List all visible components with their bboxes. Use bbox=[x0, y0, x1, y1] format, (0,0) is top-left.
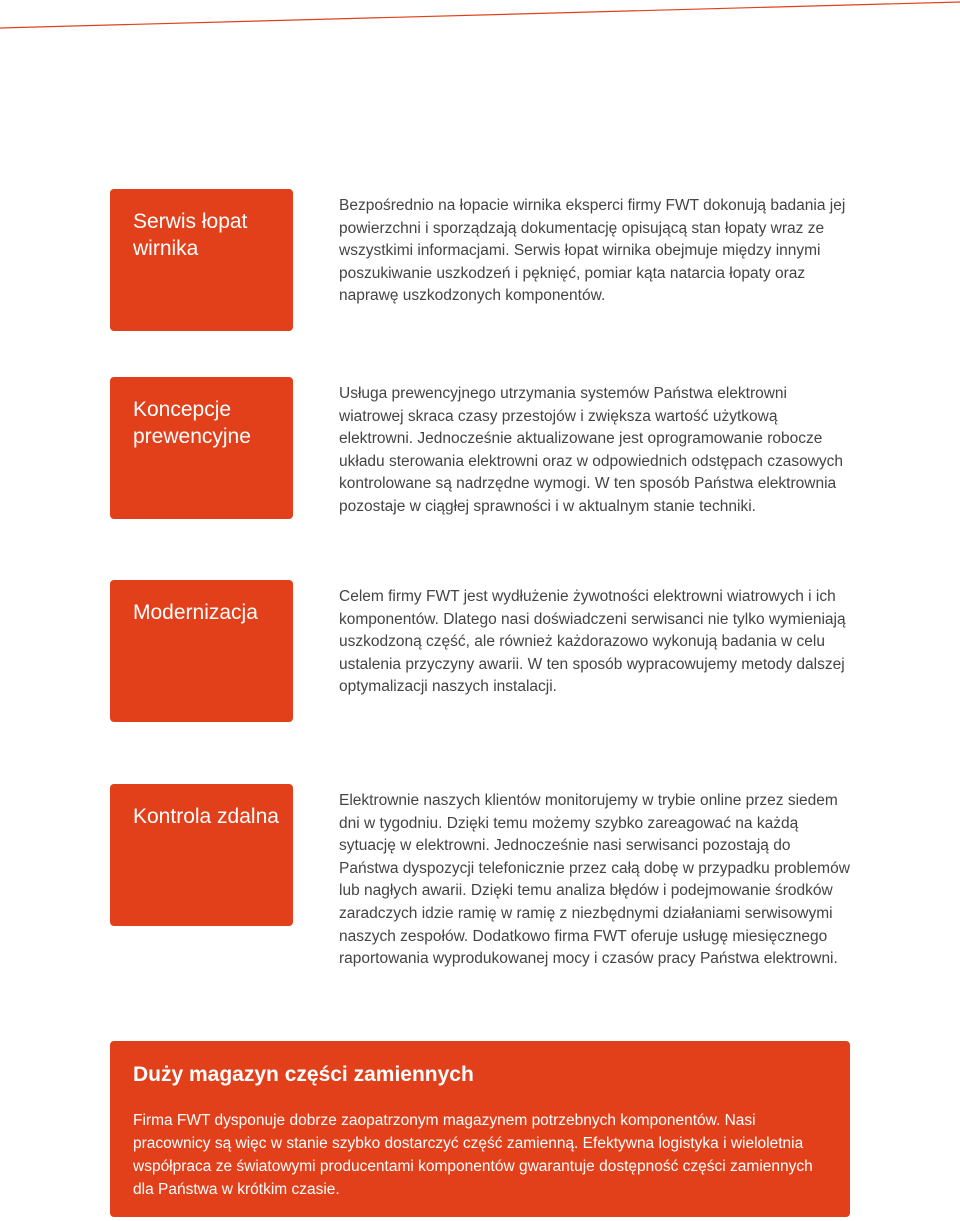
spare-parts-panel bbox=[110, 1041, 850, 1217]
service-preventive-concepts bbox=[110, 377, 930, 519]
top-decorative-line bbox=[0, 0, 960, 30]
service-title: Modernizacja bbox=[133, 601, 258, 624]
service-tile bbox=[110, 377, 293, 519]
service-modernization bbox=[110, 580, 930, 722]
spare-parts-description: Firma FWT dysponuje dobrze zaopatrzonym magazynem potrzebnych komponentów. Nasi pracownicy są więc w stanie szybko dostarczyć część zamienną. Efektywna logistyka i wieloletnia współpraca ze światowymi producentami komponentów gwarantuje dostępność części zamiennych dla Państwa w krótkim czasie. bbox=[133, 1112, 813, 1198]
service-tile bbox=[110, 784, 293, 926]
service-tile bbox=[110, 189, 293, 331]
spare-parts-title: Duży magazyn części zamiennych bbox=[133, 1063, 474, 1086]
service-description: Elektrownie naszych klientów monitorujemy w trybie online przez siedem dni w tygodniu. Dzięki temu możemy szybko zareagować na każdą sytuację w elektrowni. Jednocześnie nasi serwisanci pozostają do Państwa dyspozycji telefonicznie przez całą dobę w przypadku problemów lub nagłych awarii. Dzięki temu analiza błędów i podejmowanie środków zaradczych idzie ramię w ramię z niezbędnymi działaniami serwisowymi naszych zespołów. Dodatkowo firma FWT oferuje usługę miesięcznego raportowania wyprodukowanej mocy i czasów pracy Państwa elektrowni. bbox=[339, 792, 850, 968]
service-remote-monitoring bbox=[110, 784, 930, 968]
service-title: Serwis łopat wirnika bbox=[133, 210, 248, 260]
service-description: Celem firmy FWT jest wydłużenie żywotności elektrowni wiatrowych i ich komponentów. Dlatego nasi doświadczeni serwisanci nie tylko wymieniają uszkodzoną część, ale również każdorazowo wykonują badania w celu ustalenia przyczyny awarii. W ten sposób wypracowujemy metody dalszej optymalizacji naszych instalacji. bbox=[339, 588, 846, 696]
service-tile bbox=[110, 580, 293, 722]
service-title: Kontrola zdalna bbox=[133, 805, 279, 828]
service-description: Bezpośrednio na łopacie wirnika eksperci firmy FWT dokonują badania jej powierzchni i sporządzają dokumentację opisującą stan łopaty wraz ze wszystkimi informacjami. Serwis łopat wirnika obejmuje między innymi poszukiwanie uszkodzeń i pęknięć, pomiar kąta natarcia łopaty oraz naprawę uszkodzonych komponentów. bbox=[339, 197, 846, 305]
service-description: Usługa prewencyjnego utrzymania systemów Państwa elektrowni wiatrowej skraca czasy przestojów i zwiększa wartość użytkową elektrowni. Jednocześnie aktualizowane jest oprogramowanie robocze układu sterowania elektrowni oraz w odpowiednich odstępach czasowych kontrolowane są nadrzędne wymogi. W ten sposób Państwa elektrownia pozostaje w ciągłej sprawności i w aktualnym stanie techniki. bbox=[339, 385, 844, 515]
service-rotor-blades bbox=[110, 189, 930, 331]
service-title: Koncepcje prewencyjne bbox=[133, 398, 251, 448]
